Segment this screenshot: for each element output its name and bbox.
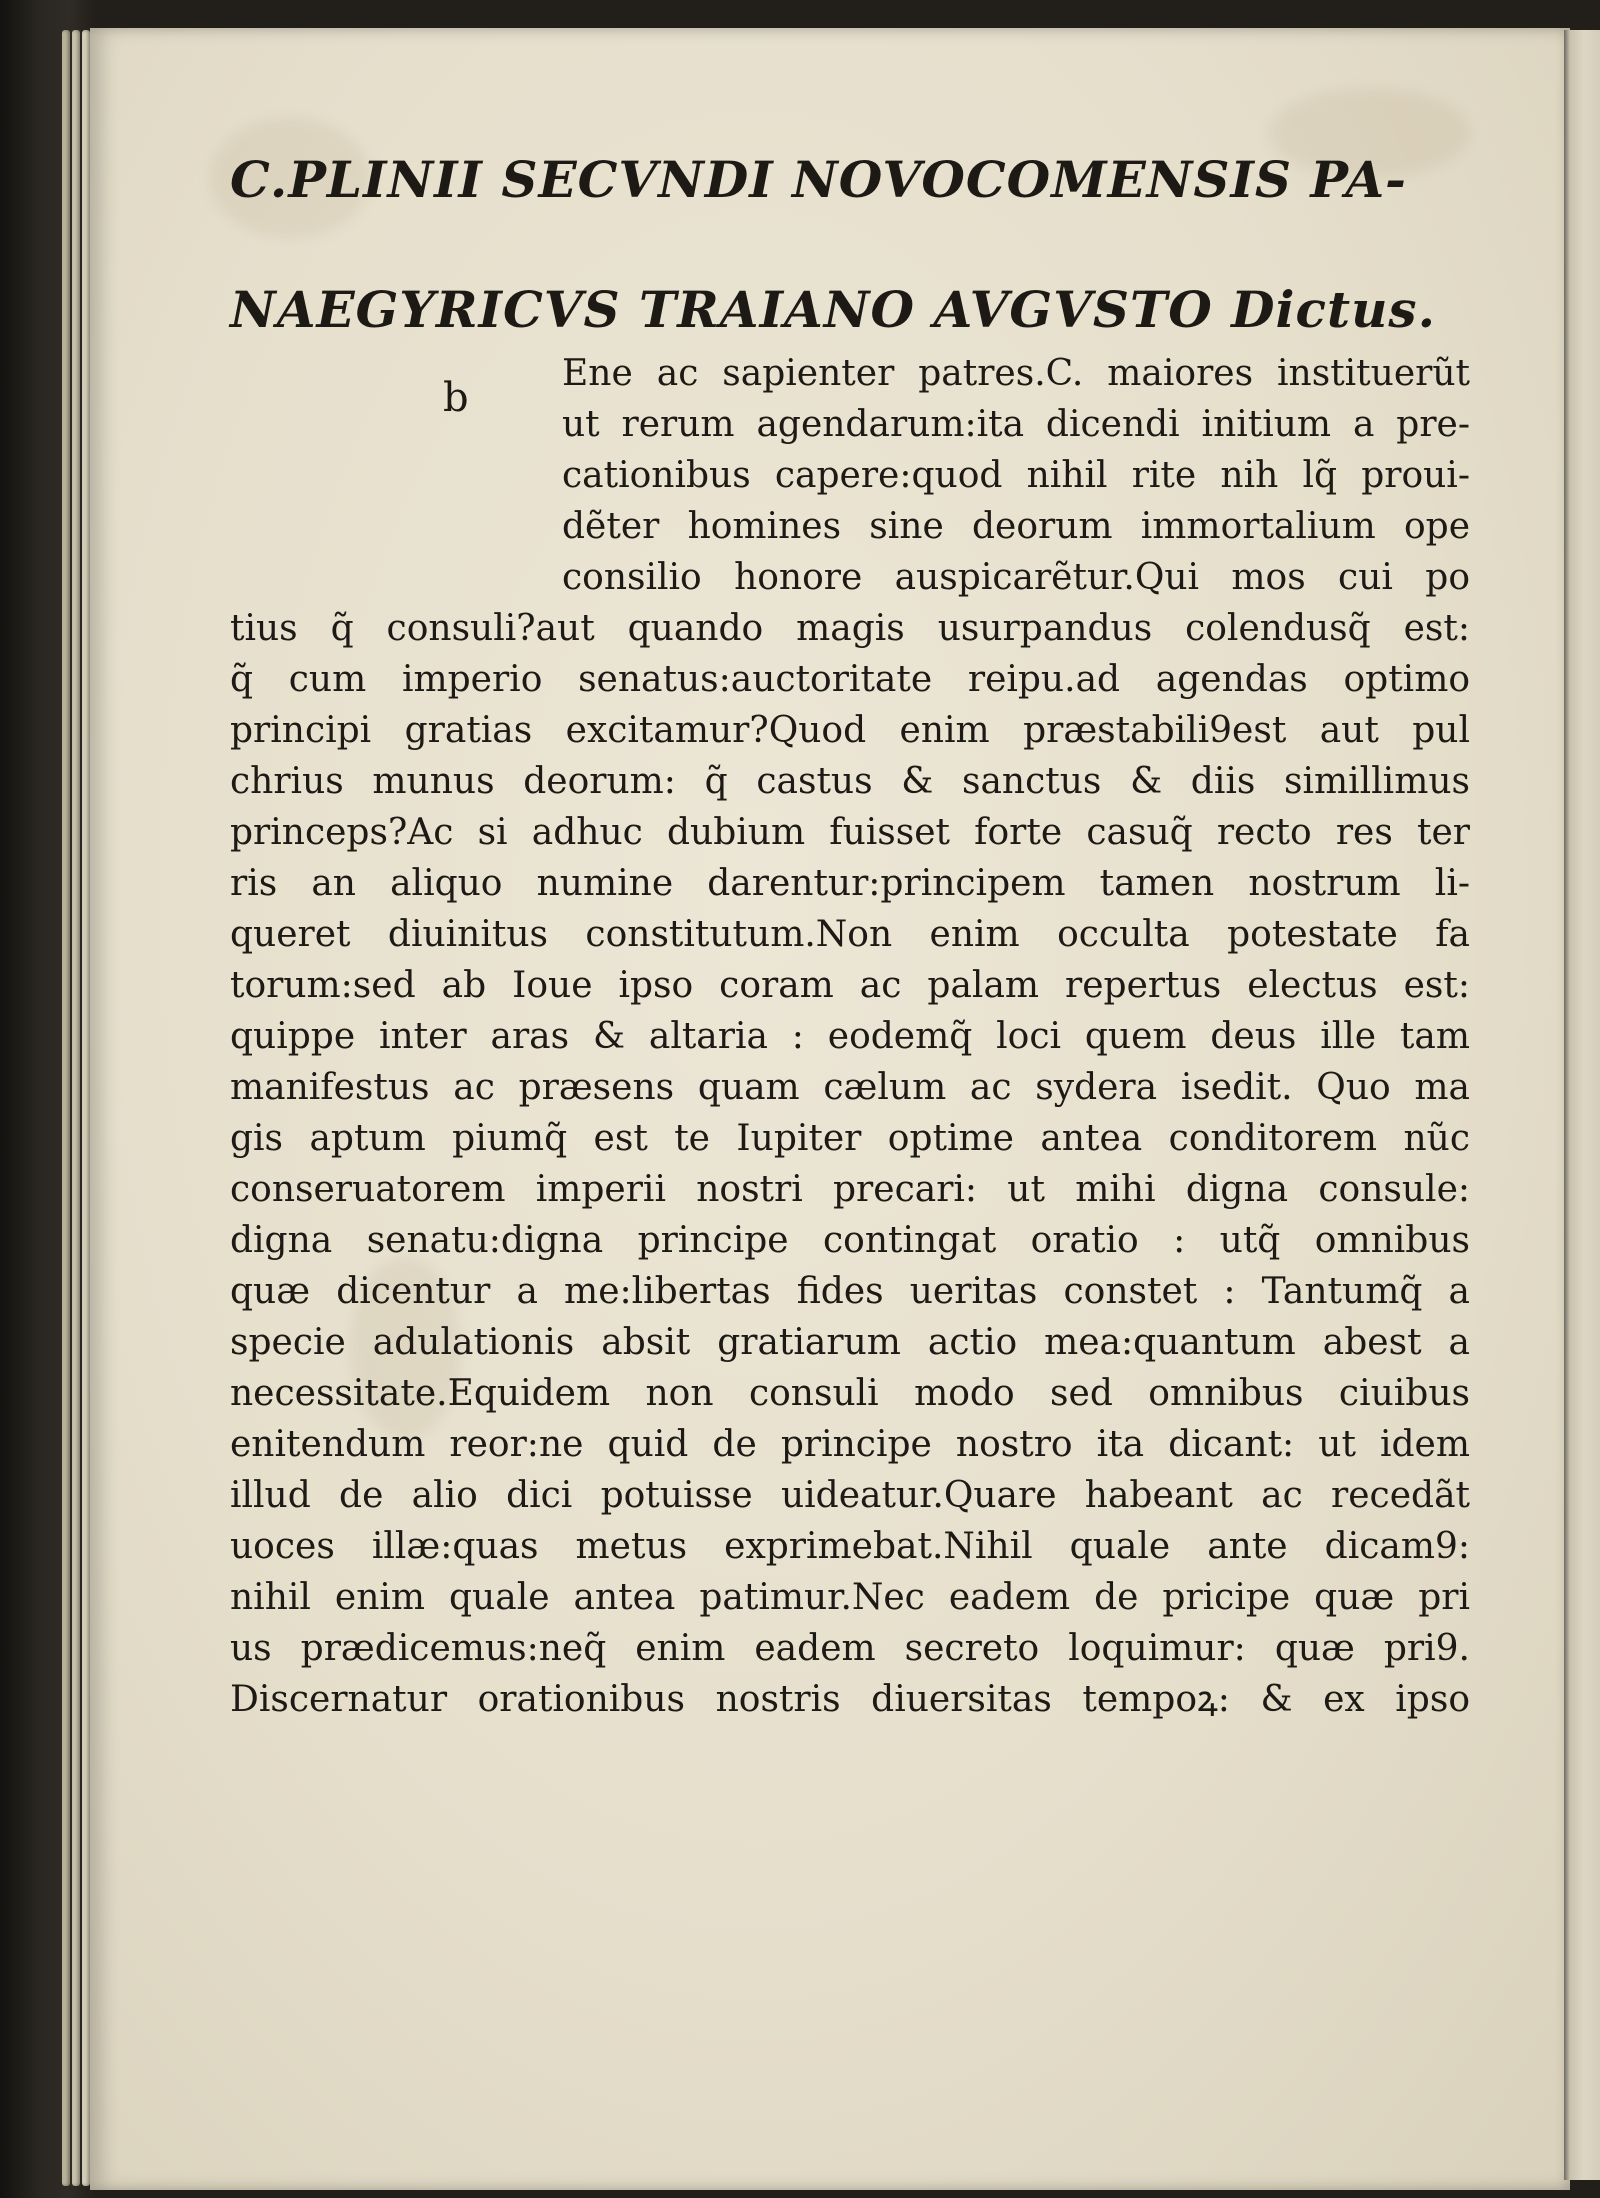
page-edge bbox=[82, 30, 90, 2186]
marginal-letter: b bbox=[443, 375, 469, 421]
text-line: nihil enim quale antea patimur.Nec eadem de pricipe quæ pri bbox=[230, 1577, 1470, 1618]
text-line: conseruatorem imperii nostri precari: ut mihi digna consule: bbox=[230, 1169, 1470, 1210]
text-line: illud de alio dici potuisse uideatur.Quare habeant ac recedãt bbox=[230, 1475, 1470, 1516]
text-block bbox=[230, 150, 1470, 1725]
page-edge bbox=[62, 30, 70, 2186]
text-line: us prædicemus:neq̃ enim eadem secreto loquimur: quæ pri9. bbox=[230, 1628, 1470, 1669]
text-line: princeps?Ac si adhuc dubium fuisset forte casuq̃ recto res ter bbox=[230, 812, 1470, 853]
text-line: manifestus ac præsens quam cælum ac sydera isedit. Quo ma bbox=[230, 1067, 1470, 1108]
text-line: quæ dicentur a me:libertas fides ueritas constet : Tantumq̃ a bbox=[230, 1271, 1470, 1312]
text-line: uoces illæ:quas metus exprimebat.Nihil quale ante dicam9: bbox=[230, 1526, 1470, 1567]
text-line: specie adulationis absit gratiarum actio mea:quantum abest a bbox=[230, 1322, 1470, 1363]
heading-line-1: C.PLINII SECVNDI NOVOCOMENSIS PA- bbox=[230, 150, 1407, 209]
text-line: q̃ cum imperio senatus:auctoritate reipu.ad agendas optimo bbox=[230, 659, 1470, 700]
text-line: consilio honore auspicarẽtur.Qui mos cui po bbox=[562, 557, 1470, 598]
text-line: Ene ac sapienter patres.C. maiores instituerũt bbox=[562, 353, 1470, 394]
text-line: quippe inter aras & altaria : eodemq̃ loci quem deus ille tam bbox=[230, 1016, 1470, 1057]
heading-line-2: NAEGYRICVS TRAIANO AVGVSTO Dictus. bbox=[230, 280, 1436, 339]
page-edge bbox=[72, 30, 80, 2186]
text-line: torum:sed ab Ioue ipso coram ac palam repertus electus est: bbox=[230, 965, 1470, 1006]
text-line: queret diuinitus constitutum.Non enim occulta potestate fa bbox=[230, 914, 1470, 955]
text-line: cationibus capere:quod nihil rite nih lq̃ proui- bbox=[562, 455, 1470, 496]
text-line: Discernatur orationibus nostris diuersitas tempoꝝ: & ex ipso bbox=[230, 1679, 1470, 1720]
text-line: dẽter homines sine deorum immortalium ope bbox=[562, 506, 1470, 547]
text-line: principi gratias excitamur?Quod enim præstabili9est aut pul bbox=[230, 710, 1470, 751]
text-line: gis aptum piumq̃ est te Iupiter optime antea conditorem nũc bbox=[230, 1118, 1470, 1159]
body-text bbox=[230, 348, 1470, 1725]
text-line: ris an aliquo numine darentur:principem tamen nostrum li- bbox=[230, 863, 1470, 904]
text-line: chrius munus deorum: q̃ castus & sanctus & diis simillimus bbox=[230, 761, 1470, 802]
text-line: digna senatu:digna principe contingat oratio : utq̃ omnibus bbox=[230, 1220, 1470, 1261]
text-line: enitendum reor:ne quid de principe nostro ita dicant: ut idem bbox=[230, 1424, 1470, 1465]
text-line: ut rerum agendarum:ita dicendi initium a pre- bbox=[562, 404, 1470, 445]
text-line: tius q̃ consuli?aut quando magis usurpandus colendusq̃ est: bbox=[230, 608, 1470, 649]
facing-page-edge bbox=[1564, 30, 1600, 2180]
text-line: necessitate.Equidem non consuli modo sed omnibus ciuibus bbox=[230, 1373, 1470, 1414]
